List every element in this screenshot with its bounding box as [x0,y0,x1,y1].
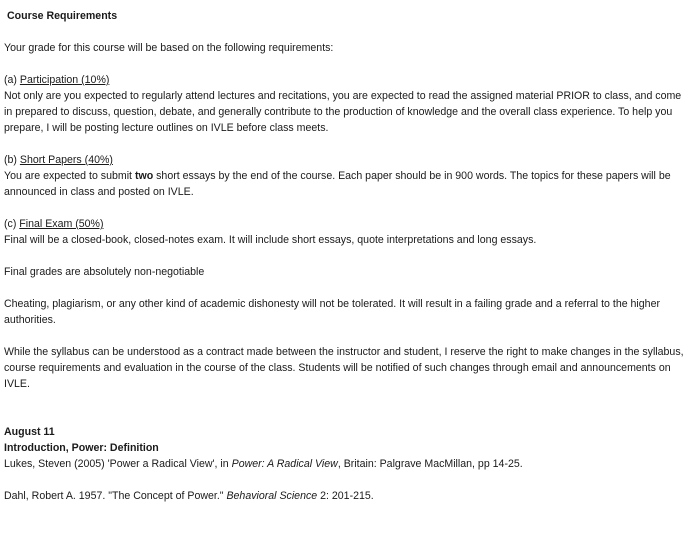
reference-text: , Britain: Palgrave MacMillan, pp 14-25. [337,458,523,470]
section-participation-body: Not only are you expected to regularly attend lectures and recitations, you are expected to read the assigned material PRIOR to class, and come in prepared to discuss, question, debate, and generally contribute to the production of knowledge and the overall class experience. To help you prepare, I will be posting lecture outlines on IVLE before class meets. [4,90,682,134]
intro-text: Your grade for this course will be based on the following requirements: [4,42,334,54]
section-final-exam [4,216,692,248]
note-syllabus-changes: While the syllabus can be understood as a contract made between the instructor and student, I reserve the right to make changes in the syllabus, course requirements and evaluation in the course of the class. Students will be notified of such changes through email and announcements on IVLE. [4,346,684,390]
reference-text: 2: 201-215. [317,490,374,502]
body-text: short essays by the end of the course. Each paper should be in 900 words. The topics for these papers will be announced in class and posted on IVLE. [4,170,671,198]
section-final-exam-title [4,216,692,232]
section-short-papers-label: Short Papers (40%) [19,154,113,166]
emphasis-text: two [134,170,154,182]
session-topic: Introduction, Power: Definition [4,442,159,454]
section-short-papers-title [4,152,692,168]
section-participation [4,72,692,136]
note-grades: Final grades are absolutely non-negotiable [4,266,205,278]
page-title: Course Requirements [7,10,118,22]
section-short-papers-body [4,168,692,200]
reference-text: Dahl, Robert A. 1957. "The Concept of Power." [4,490,227,502]
section-prefix: (a) [4,74,20,86]
spacer [4,408,692,424]
body-text: You are expected to submit [4,170,135,182]
section-short-papers [4,152,692,200]
reference-item [4,488,692,504]
section-participation-title [4,72,692,88]
note-cheating: Cheating, plagiarism, or any other kind of academic dishonesty will not be tolerated. It will result in a failing grade and a referral to the higher authorities. [4,298,660,326]
reference-title: Behavioral Science [226,490,318,502]
section-prefix: (b) [4,154,20,166]
section-final-exam-body: Final will be a closed-book, closed-notes exam. It will include short essays, quote interpretations and long essays. [4,234,537,246]
section-prefix: (c) [4,218,20,230]
section-participation-label: Participation (10%) [19,74,110,86]
reference-title: Power: A Radical View [231,458,338,470]
reference-item [4,456,692,472]
reference-text: Lukes, Steven (2005) 'Power a Radical View', in [4,458,232,470]
session-date: August 11 [4,426,55,438]
section-final-exam-label: Final Exam (50%) [19,218,104,230]
